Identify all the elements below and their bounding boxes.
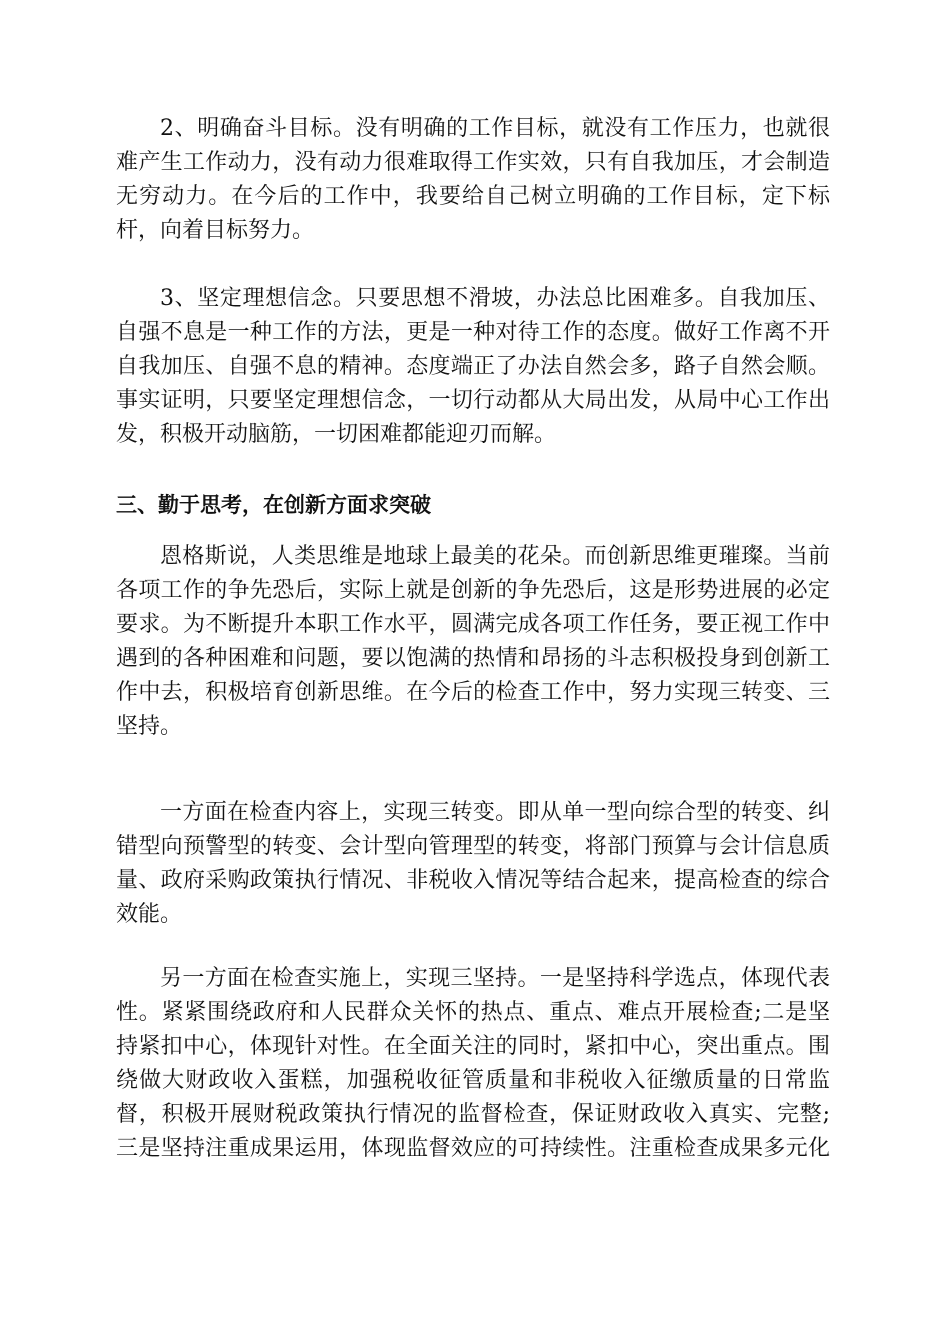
text-line: 督，积极开展财税政策执行情况的监督检查，保证财政收入真实、完整; — [116, 1102, 830, 1127]
text-line: 自我加压、自强不息的精神。态度端正了办法自然会多，路子自然会顺。 — [116, 354, 830, 379]
text-line: 三是坚持注重成果运用，体现监督效应的可持续性。注重检查成果多元化 — [116, 1136, 830, 1161]
text-line: 错型向预警型的转变、会计型向管理型的转变，将部门预算与会计信息质 — [116, 834, 830, 859]
text-line: 各项工作的争先恐后，实际上就是创新的争先恐后，这是形势进展的必定 — [116, 578, 830, 603]
section-heading: 三、勤于思考，在创新方面求突破 — [116, 492, 431, 517]
text-line: 无穷动力。在今后的工作中，我要给自己树立明确的工作目标，定下标 — [116, 184, 830, 209]
text-line: 一方面在检查内容上，实现三转变。即从单一型向综合型的转变、纠 — [160, 800, 830, 825]
text-line: 效能。 — [116, 902, 183, 927]
text-line: 量、政府采购政策执行情况、非税收入情况等结合起来，提高检查的综合 — [116, 868, 830, 893]
paragraph-content — [116, 796, 830, 932]
text-line: 另一方面在检查实施上，实现三坚持。一是坚持科学选点，体现代表 — [160, 966, 830, 991]
text-line: 绕做大财政收入蛋糕，加强税收征管质量和非税收入征缴质量的日常监 — [116, 1068, 830, 1093]
text-line: 恩格斯说，人类思维是地球上最美的花朵。而创新思维更璀璨。当前 — [160, 544, 830, 569]
text-line: 2、明确奋斗目标。没有明确的工作目标，就没有工作压力，也就很 — [160, 116, 830, 141]
text-line: 遇到的各种困难和问题，要以饱满的热情和昂扬的斗志积极投身到创新工 — [116, 646, 830, 671]
text-line: 性。紧紧围绕政府和人民群众关怀的热点、重点、难点开展检查;二是坚 — [116, 1000, 830, 1025]
text-line: 要求。为不断提升本职工作水平，圆满完成各项工作任务，要正视工作中 — [116, 612, 830, 637]
text-line: 坚持。 — [116, 714, 183, 739]
text-line: 难产生工作动力，没有动力很难取得工作实效，只有自我加压，才会制造 — [116, 150, 830, 175]
text-line: 发，积极开动脑筋，一切困难都能迎刃而解。 — [116, 422, 557, 447]
text-line: 自强不息是一种工作的方法，更是一种对待工作的态度。做好工作离不开 — [116, 320, 830, 345]
text-line: 持紧扣中心，体现针对性。在全面关注的同时，紧扣中心，突出重点。围 — [116, 1034, 830, 1059]
paragraph-implement — [116, 962, 830, 1166]
text-line: 事实证明，只要坚定理想信念，一切行动都从大局出发，从局中心工作出 — [116, 388, 830, 413]
text-line: 杆，向着目标努力。 — [116, 218, 315, 243]
paragraph-engels — [116, 540, 830, 744]
text-line: 作中去，积极培育创新思维。在今后的检查工作中，努力实现三转变、三 — [116, 680, 830, 705]
paragraph-goal — [116, 112, 830, 248]
text-line: 3、坚定理想信念。只要思想不滑坡，办法总比困难多。自我加压、 — [160, 286, 830, 311]
paragraph-belief — [116, 282, 830, 452]
